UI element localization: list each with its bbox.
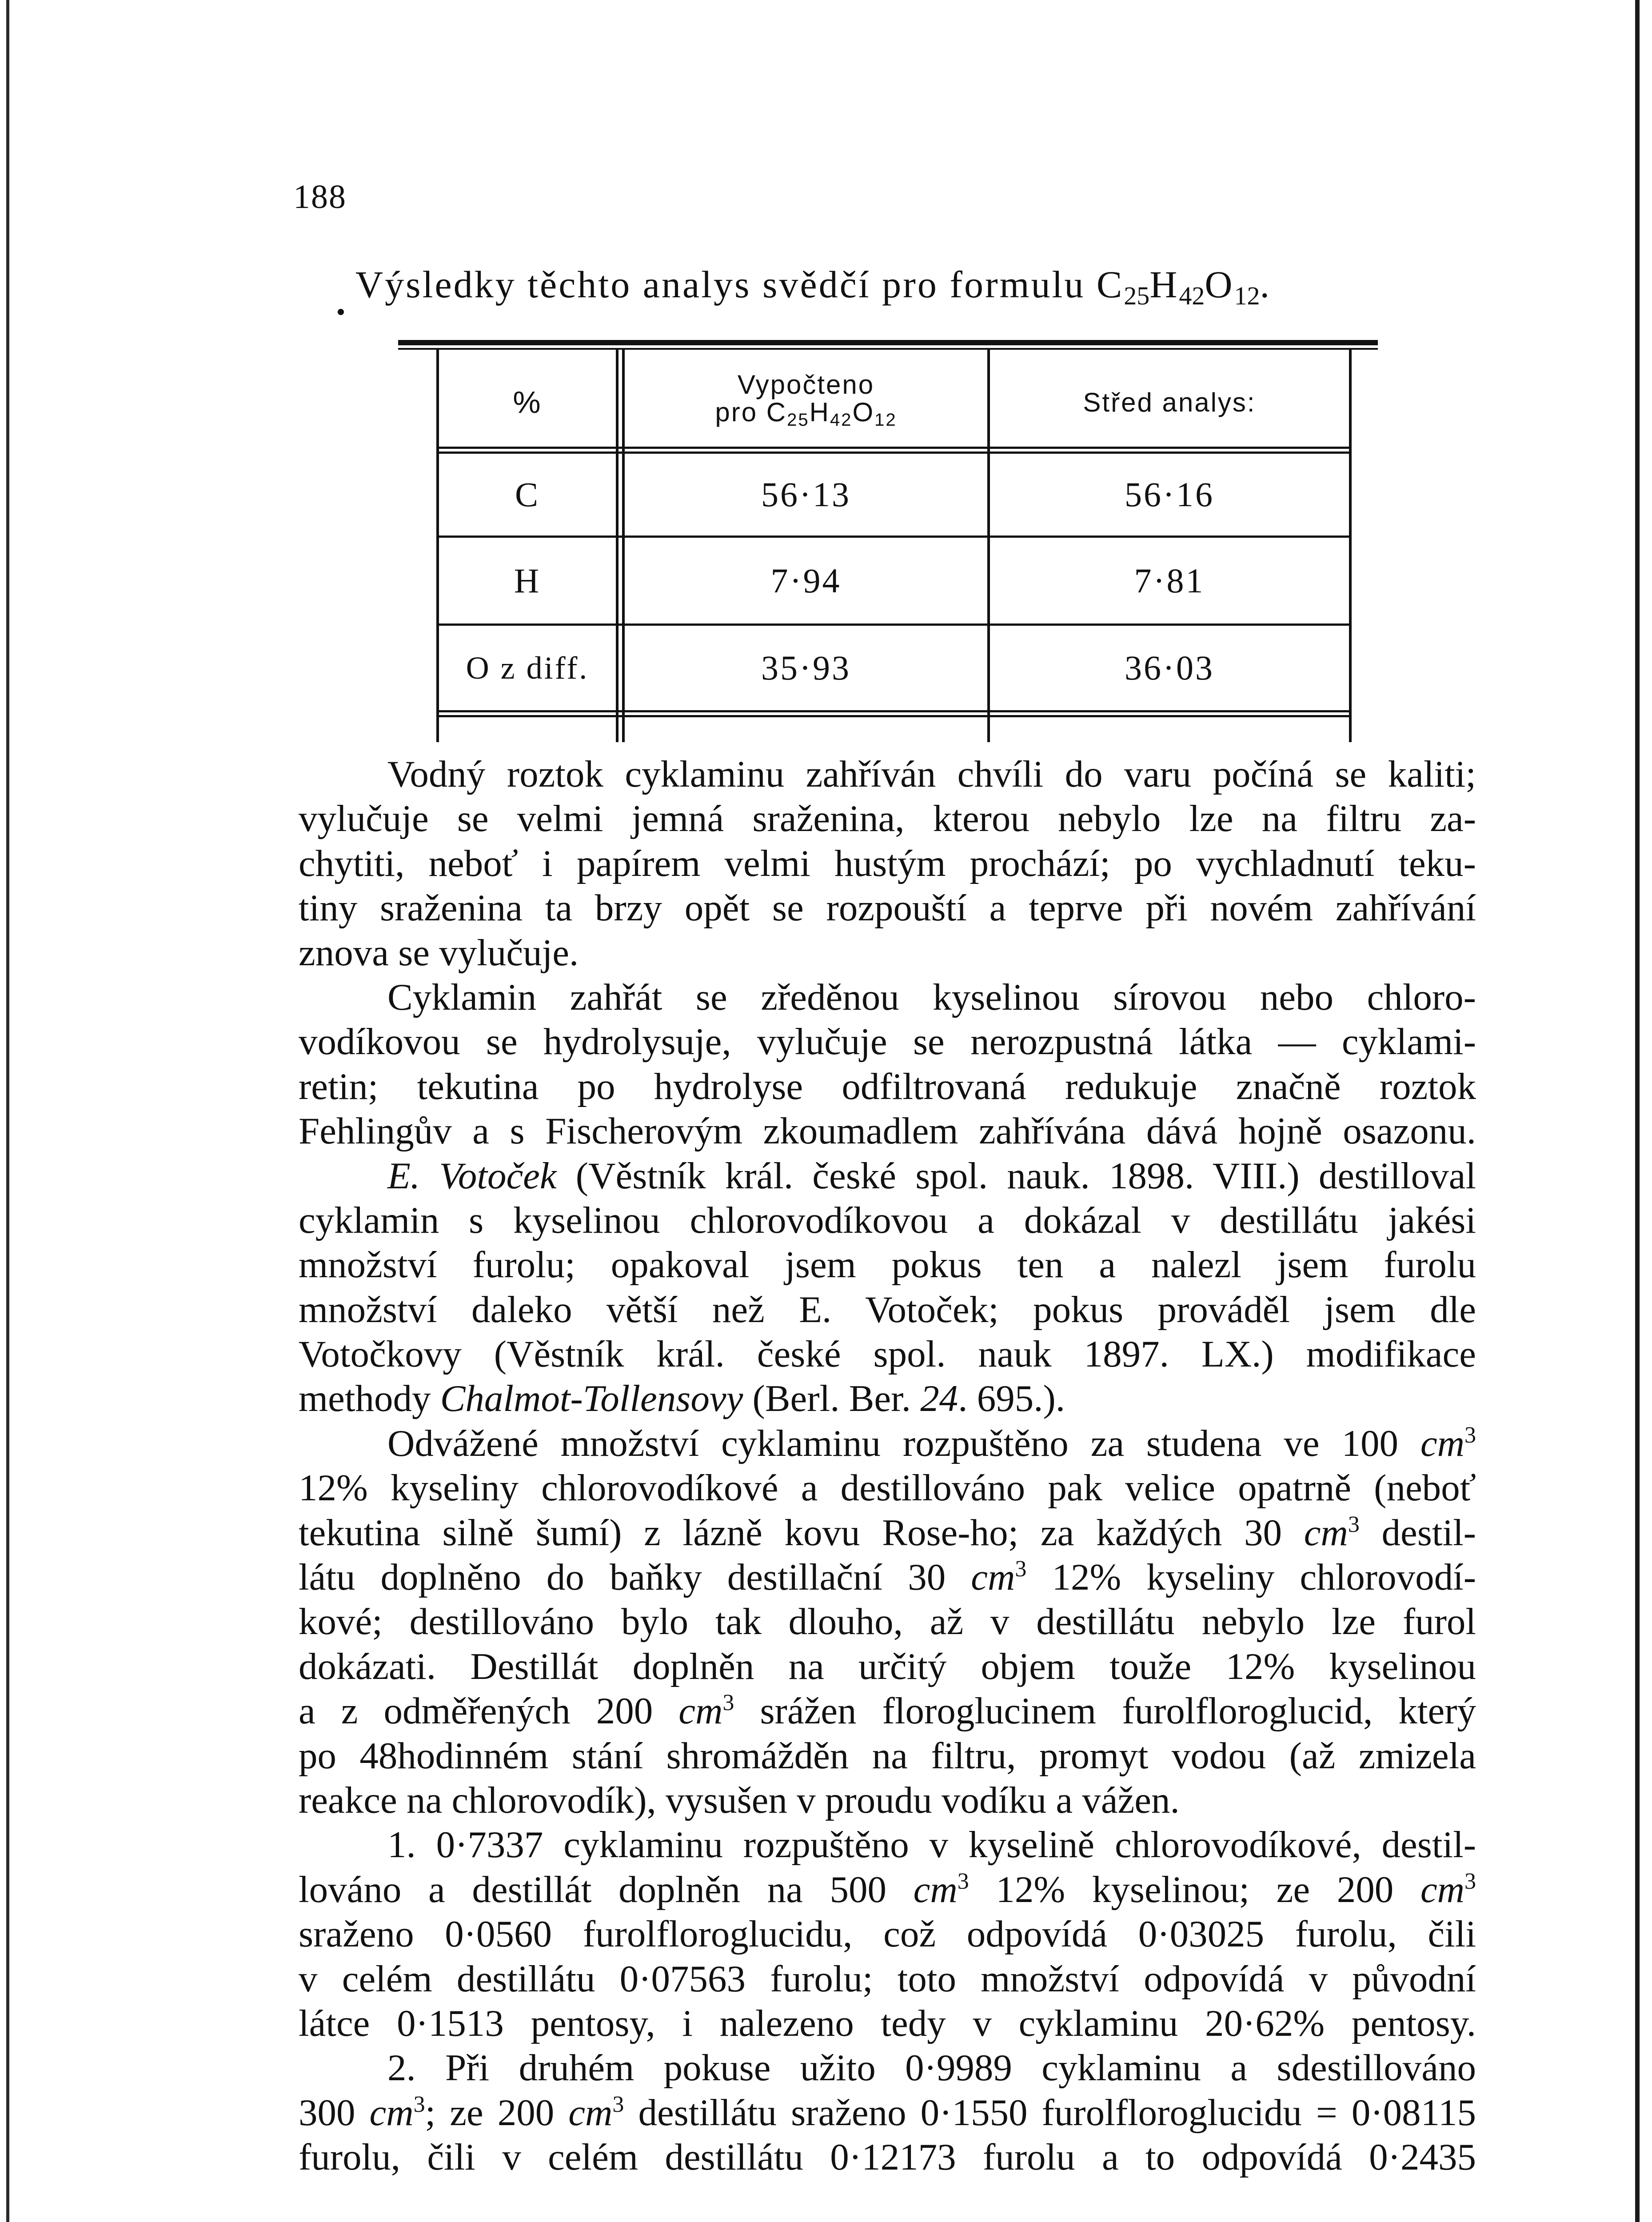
header-calc-sub-42: 42 bbox=[830, 410, 853, 430]
text-line: furolu, čili v celém destillátu 0·12173 furolu a to odpovídá 0·2435 bbox=[299, 2136, 1476, 2178]
unit-cm: cm bbox=[971, 1556, 1015, 1599]
unit-cm: cm bbox=[1304, 1511, 1348, 1554]
text-fragment: tekutina silně šumí) z lázně kovu Rose-ho; za každých 30 bbox=[299, 1511, 1304, 1554]
text-line bbox=[299, 1154, 1476, 1198]
text-line: látce 0·1513 pentosy, i nalezeno tedy v cyklaminu 20·62% pentosy. bbox=[299, 2002, 1476, 2044]
unit-exponent: 3 bbox=[612, 2091, 624, 2117]
unit-cm: cm bbox=[369, 2091, 414, 2134]
table-top-rule-thin bbox=[398, 348, 1378, 350]
row-c-element: C bbox=[515, 475, 540, 514]
margin-dot bbox=[338, 309, 344, 315]
text-fragment: srážen floroglucinem furolfloroglucid, který bbox=[734, 1690, 1476, 1732]
method-name: Chalmot-Tollensovy bbox=[440, 1378, 743, 1420]
text-line: cyklamin s kyselinou chlorovodíkovou a dokázal v destillátu jakési bbox=[299, 1199, 1476, 1241]
header-calc-line2 bbox=[715, 399, 897, 434]
text-line: Cyklamin zahřát se zředěnou kyselinou sírovou nebo chloro- bbox=[387, 976, 1476, 1018]
text-line: 2. Při druhém pokuse užito 0·9989 cyklaminu a sdestillováno bbox=[387, 2047, 1476, 2089]
unit-exponent: 3 bbox=[413, 2091, 425, 2117]
text-line: vylučuje se velmi jemná sraženina, kterou nebylo lze na filtru za- bbox=[299, 798, 1476, 840]
text-fragment: lováno a destillát doplněn na 500 bbox=[299, 1868, 914, 1910]
text-line: kové; destillováno bylo tak dlouho, až v destillátu nebylo lze furol bbox=[299, 1601, 1476, 1643]
header-percent: % bbox=[513, 385, 542, 420]
unit-exponent: 3 bbox=[1464, 1422, 1476, 1448]
unit-exponent: 3 bbox=[722, 1690, 734, 1716]
text-line bbox=[299, 2090, 1476, 2135]
table-right-border bbox=[1349, 350, 1352, 742]
text-line: po 48hodinném stání shromážděn na filtru, promyt vodou (až zmizela bbox=[299, 1734, 1476, 1777]
text-fragment: (Věstník král. české spol. nauk. 1898. VIII.) destilloval bbox=[556, 1155, 1476, 1197]
row-c-calc: 56·13 bbox=[761, 475, 851, 514]
text-fragment: 12% kyselinou; ze 200 bbox=[969, 1868, 1421, 1910]
header-calc-sub-12: 12 bbox=[874, 410, 897, 430]
text-line: množství furolu; opakoval jsem pokus ten a nalezl jsem furolu bbox=[299, 1244, 1476, 1286]
unit-cm: cm bbox=[568, 2091, 613, 2134]
text-line: množství daleko větší než E. Votoček; pokus prováděl jsem dle bbox=[299, 1288, 1476, 1331]
header-calc-line1: Vypočteno bbox=[737, 369, 875, 400]
unit-cm: cm bbox=[678, 1690, 723, 1732]
text-fragment: ; ze 200 bbox=[425, 2091, 569, 2134]
row-o-element: O z diff. bbox=[466, 650, 589, 686]
text-line: retin; tekutina po hydrolyse odfiltrovaná redukuje značně roztok bbox=[299, 1065, 1476, 1107]
header-calc-prefix: pro C bbox=[715, 397, 787, 427]
volume-number: 24 bbox=[920, 1378, 958, 1420]
text-fragment: 12% kyseliny chlorovodí- bbox=[1026, 1556, 1476, 1599]
page-number: 188 bbox=[293, 178, 347, 216]
row-c-mean: 56·16 bbox=[1125, 475, 1214, 514]
intro-sentence bbox=[355, 262, 1271, 311]
intro-end: . bbox=[1260, 263, 1271, 306]
text-line: chytiti, neboť i papírem velmi hustým prochází; po vychladnutí teku- bbox=[299, 842, 1476, 884]
unit-exponent: 3 bbox=[1464, 1868, 1476, 1894]
text-line: 1. 0·7337 cyklaminu rozpuštěno v kyselině chlorovodíkové, destil- bbox=[387, 1824, 1476, 1866]
header-mean: Střed analys: bbox=[1083, 387, 1256, 417]
text-line bbox=[299, 1376, 1476, 1421]
text-line bbox=[299, 1867, 1476, 1912]
intro-sub-25: 25 bbox=[1124, 281, 1150, 310]
row-h-mean: 7·81 bbox=[1134, 561, 1205, 600]
table-header-rule bbox=[436, 447, 1352, 454]
text-line: reakce na chlorovodík), vysušen v proudu vodíku a vážen. bbox=[299, 1779, 1180, 1821]
text-line: sraženo 0·0560 furolfloroglucidu, což odpovídá 0·03025 furolu, čili bbox=[299, 1913, 1476, 1955]
unit-cm: cm bbox=[1420, 1868, 1464, 1910]
text-line: dokázati. Destillát doplněn na určitý objem touže 12% kyselinou bbox=[299, 1645, 1476, 1687]
intro-formula-h: H bbox=[1149, 263, 1179, 306]
unit-exponent: 3 bbox=[1348, 1511, 1360, 1537]
unit-cm: cm bbox=[1420, 1422, 1464, 1464]
unit-cm: cm bbox=[913, 1868, 958, 1910]
text-fragment: látu doplněno do baňky destillační 30 bbox=[299, 1556, 971, 1599]
intro-text: Výsledky těchto analys svědčí pro formulu C bbox=[355, 263, 1124, 306]
text-fragment: a z odměřených 200 bbox=[299, 1690, 679, 1732]
text-fragment: Odvážené množství cyklaminu rozpuštěno za studena ve 100 bbox=[387, 1422, 1421, 1464]
intro-sub-42: 42 bbox=[1179, 281, 1205, 310]
intro-formula-o: O bbox=[1205, 263, 1234, 306]
header-calc-o: O bbox=[852, 397, 875, 427]
text-fragment: . 695.). bbox=[958, 1378, 1065, 1420]
unit-exponent: 3 bbox=[957, 1868, 969, 1894]
text-line: vodíkovou se hydrolysuje, vylučuje se nerozpustná látka — cyklami- bbox=[299, 1021, 1476, 1063]
text-line: Votočkovy (Věstník král. české spol. nauk 1897. LX.) modifikace bbox=[299, 1333, 1476, 1375]
unit-exponent: 3 bbox=[1015, 1556, 1027, 1582]
text-line: tiny sraženina ta brzy opět se rozpouští a teprve při novém zahřívání bbox=[299, 887, 1476, 929]
text-line bbox=[299, 1511, 1476, 1555]
text-fragment: destil- bbox=[1359, 1511, 1476, 1554]
header-calculated bbox=[625, 358, 987, 447]
table-top-rule bbox=[398, 340, 1378, 345]
row-h-calc: 7·94 bbox=[770, 561, 842, 600]
row-o-calc: 35·93 bbox=[761, 648, 851, 687]
row-h-element: H bbox=[514, 561, 541, 600]
text-fragment: methody bbox=[299, 1378, 440, 1420]
text-fragment: 300 bbox=[299, 2091, 370, 2134]
table-bottom-rule bbox=[436, 710, 1352, 717]
header-calc-sub-25: 25 bbox=[787, 410, 810, 430]
author-votocek: E. Votoček bbox=[387, 1155, 557, 1197]
text-line bbox=[299, 1421, 1476, 1466]
row-o-mean: 36·03 bbox=[1125, 648, 1214, 687]
body-text bbox=[299, 752, 1476, 2180]
text-fragment: (Berl. Ber. bbox=[743, 1378, 921, 1420]
text-line: znova se vylučuje. bbox=[299, 931, 579, 974]
table-col-divider-1 bbox=[616, 350, 625, 742]
text-line bbox=[299, 1555, 1476, 1599]
analysis-table bbox=[398, 340, 1378, 742]
text-line: Fehlingův a s Fischerovým zkoumadlem zahřívána dává hojně osazonu. bbox=[299, 1110, 1476, 1152]
text-line bbox=[299, 1689, 1476, 1733]
text-line: v celém destillátu 0·07563 furolu; toto množství odpovídá v původní bbox=[299, 1958, 1476, 2000]
text-line: Vodný roztok cyklaminu zahříván chvíli do varu počíná se kaliti; bbox=[387, 753, 1476, 795]
header-calc-h: H bbox=[809, 397, 830, 427]
intro-sub-12: 12 bbox=[1234, 281, 1260, 310]
text-line: 12% kyseliny chlorovodíkové a destillováno pak velice opatrně (neboť bbox=[299, 1467, 1476, 1509]
text-fragment: destillátu sraženo 0·1550 furolfloroglucidu = 0·08115 bbox=[624, 2091, 1476, 2134]
